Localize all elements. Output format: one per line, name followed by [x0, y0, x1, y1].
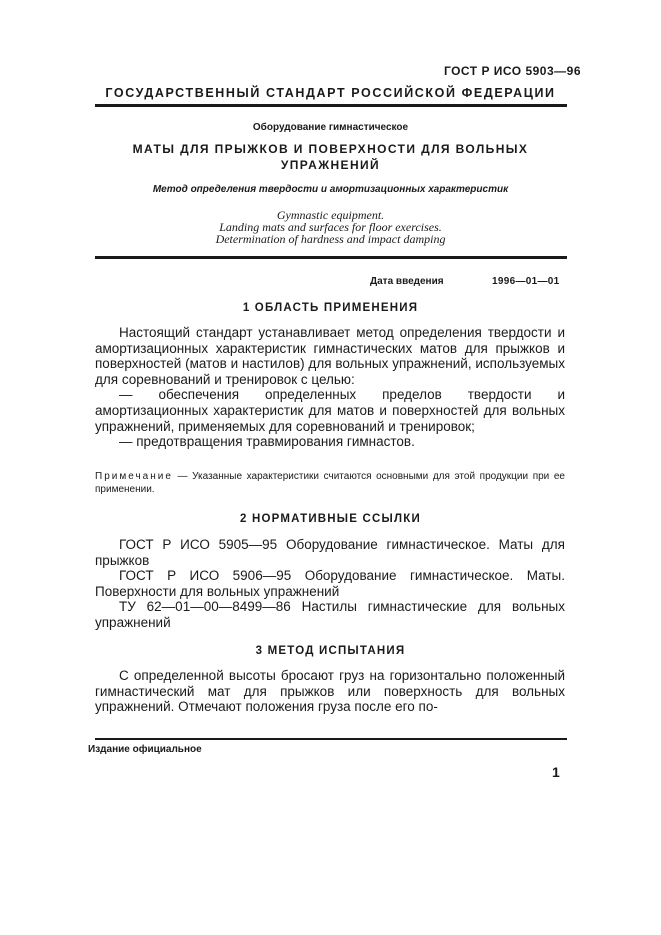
english-title-3: Determination of hardness and impact damping: [215, 232, 446, 246]
method-paragraph: С определенной высоты бросают груз на горизонтально положенный гимнастический мат для прыжков или поверхность для вольных упражнений. Отмечают положения груза после его по-: [95, 668, 565, 715]
title-line-2: УПРАЖНЕНИЙ: [280, 158, 381, 172]
top-rule: [95, 104, 567, 107]
title-line-1: МАТЫ ДЛЯ ПРЫЖКОВ И ПОВЕРХНОСТИ ДЛЯ ВОЛЬНЫХ: [132, 142, 529, 156]
effective-date-value: 1996—01—01: [492, 276, 560, 287]
section-3-heading: 3 МЕТОД ИСПЫТАНИЯ: [255, 645, 406, 657]
document-code: ГОСТ Р ИСО 5903—96: [443, 64, 581, 78]
scope-item-injury: — предотвращения травмирования гимнастов.: [119, 434, 415, 450]
state-standard-heading: ГОСУДАРСТВЕННЫЙ СТАНДАРТ РОССИЙСКОЙ ФЕДЕРАЦИИ: [105, 86, 556, 100]
reference-item: ГОСТ Р ИСО 5906—95 Оборудование гимнастическое. Маты. Поверхности для вольных упражнений: [95, 568, 565, 599]
reference-item: ГОСТ Р ИСО 5905—95 Оборудование гимнастическое. Маты для прыжков: [95, 537, 565, 568]
section-3-body: [95, 668, 565, 715]
page-number: 1: [552, 764, 560, 780]
scope-note: [95, 470, 565, 496]
reference-item: ТУ 62—01—00—8499—86 Настилы гимнастические для вольных упражнений: [95, 599, 565, 630]
note-label: Примечание: [95, 471, 173, 482]
title-rule: [95, 256, 567, 259]
edition-label: Издание официальное: [88, 744, 202, 755]
english-title-2: Landing mats and surfaces for floor exercises.: [219, 220, 442, 234]
footer-rule: [95, 738, 567, 740]
english-title-1: Gymnastic equipment.: [276, 208, 385, 222]
section-2-body: [95, 537, 565, 631]
section-2-heading: 2 НОРМАТИВНЫЕ ССЫЛКИ: [240, 513, 421, 525]
method-subtitle: Метод определения твердости и амортизационных характеристик: [152, 184, 509, 195]
scope-item-limits: — обеспечения определенных пределов твердости и амортизационных характеристик для матов и поверхностей для вольных упражнений, применяемых для соревнований и тренировок;: [95, 387, 565, 434]
section-1-heading: 1 ОБЛАСТЬ ПРИМЕНЕНИЯ: [242, 302, 419, 314]
note-text: — Указанные характеристики считаются основными для этой продукции при ее применении.: [95, 471, 565, 495]
scope-paragraph: Настоящий стандарт устанавливает метод определения твердости и амортизационных характеристик гимнастических матов для прыжков и поверхностей (матов и настилов) для вольных упражнений, используемых для соревнований и тренировок с целью:: [95, 325, 565, 387]
equipment-category: Оборудование гимнастическое: [252, 122, 409, 133]
section-1-body: [95, 325, 565, 450]
effective-date-label: Дата введения: [370, 276, 444, 287]
document-title: [88, 141, 573, 173]
